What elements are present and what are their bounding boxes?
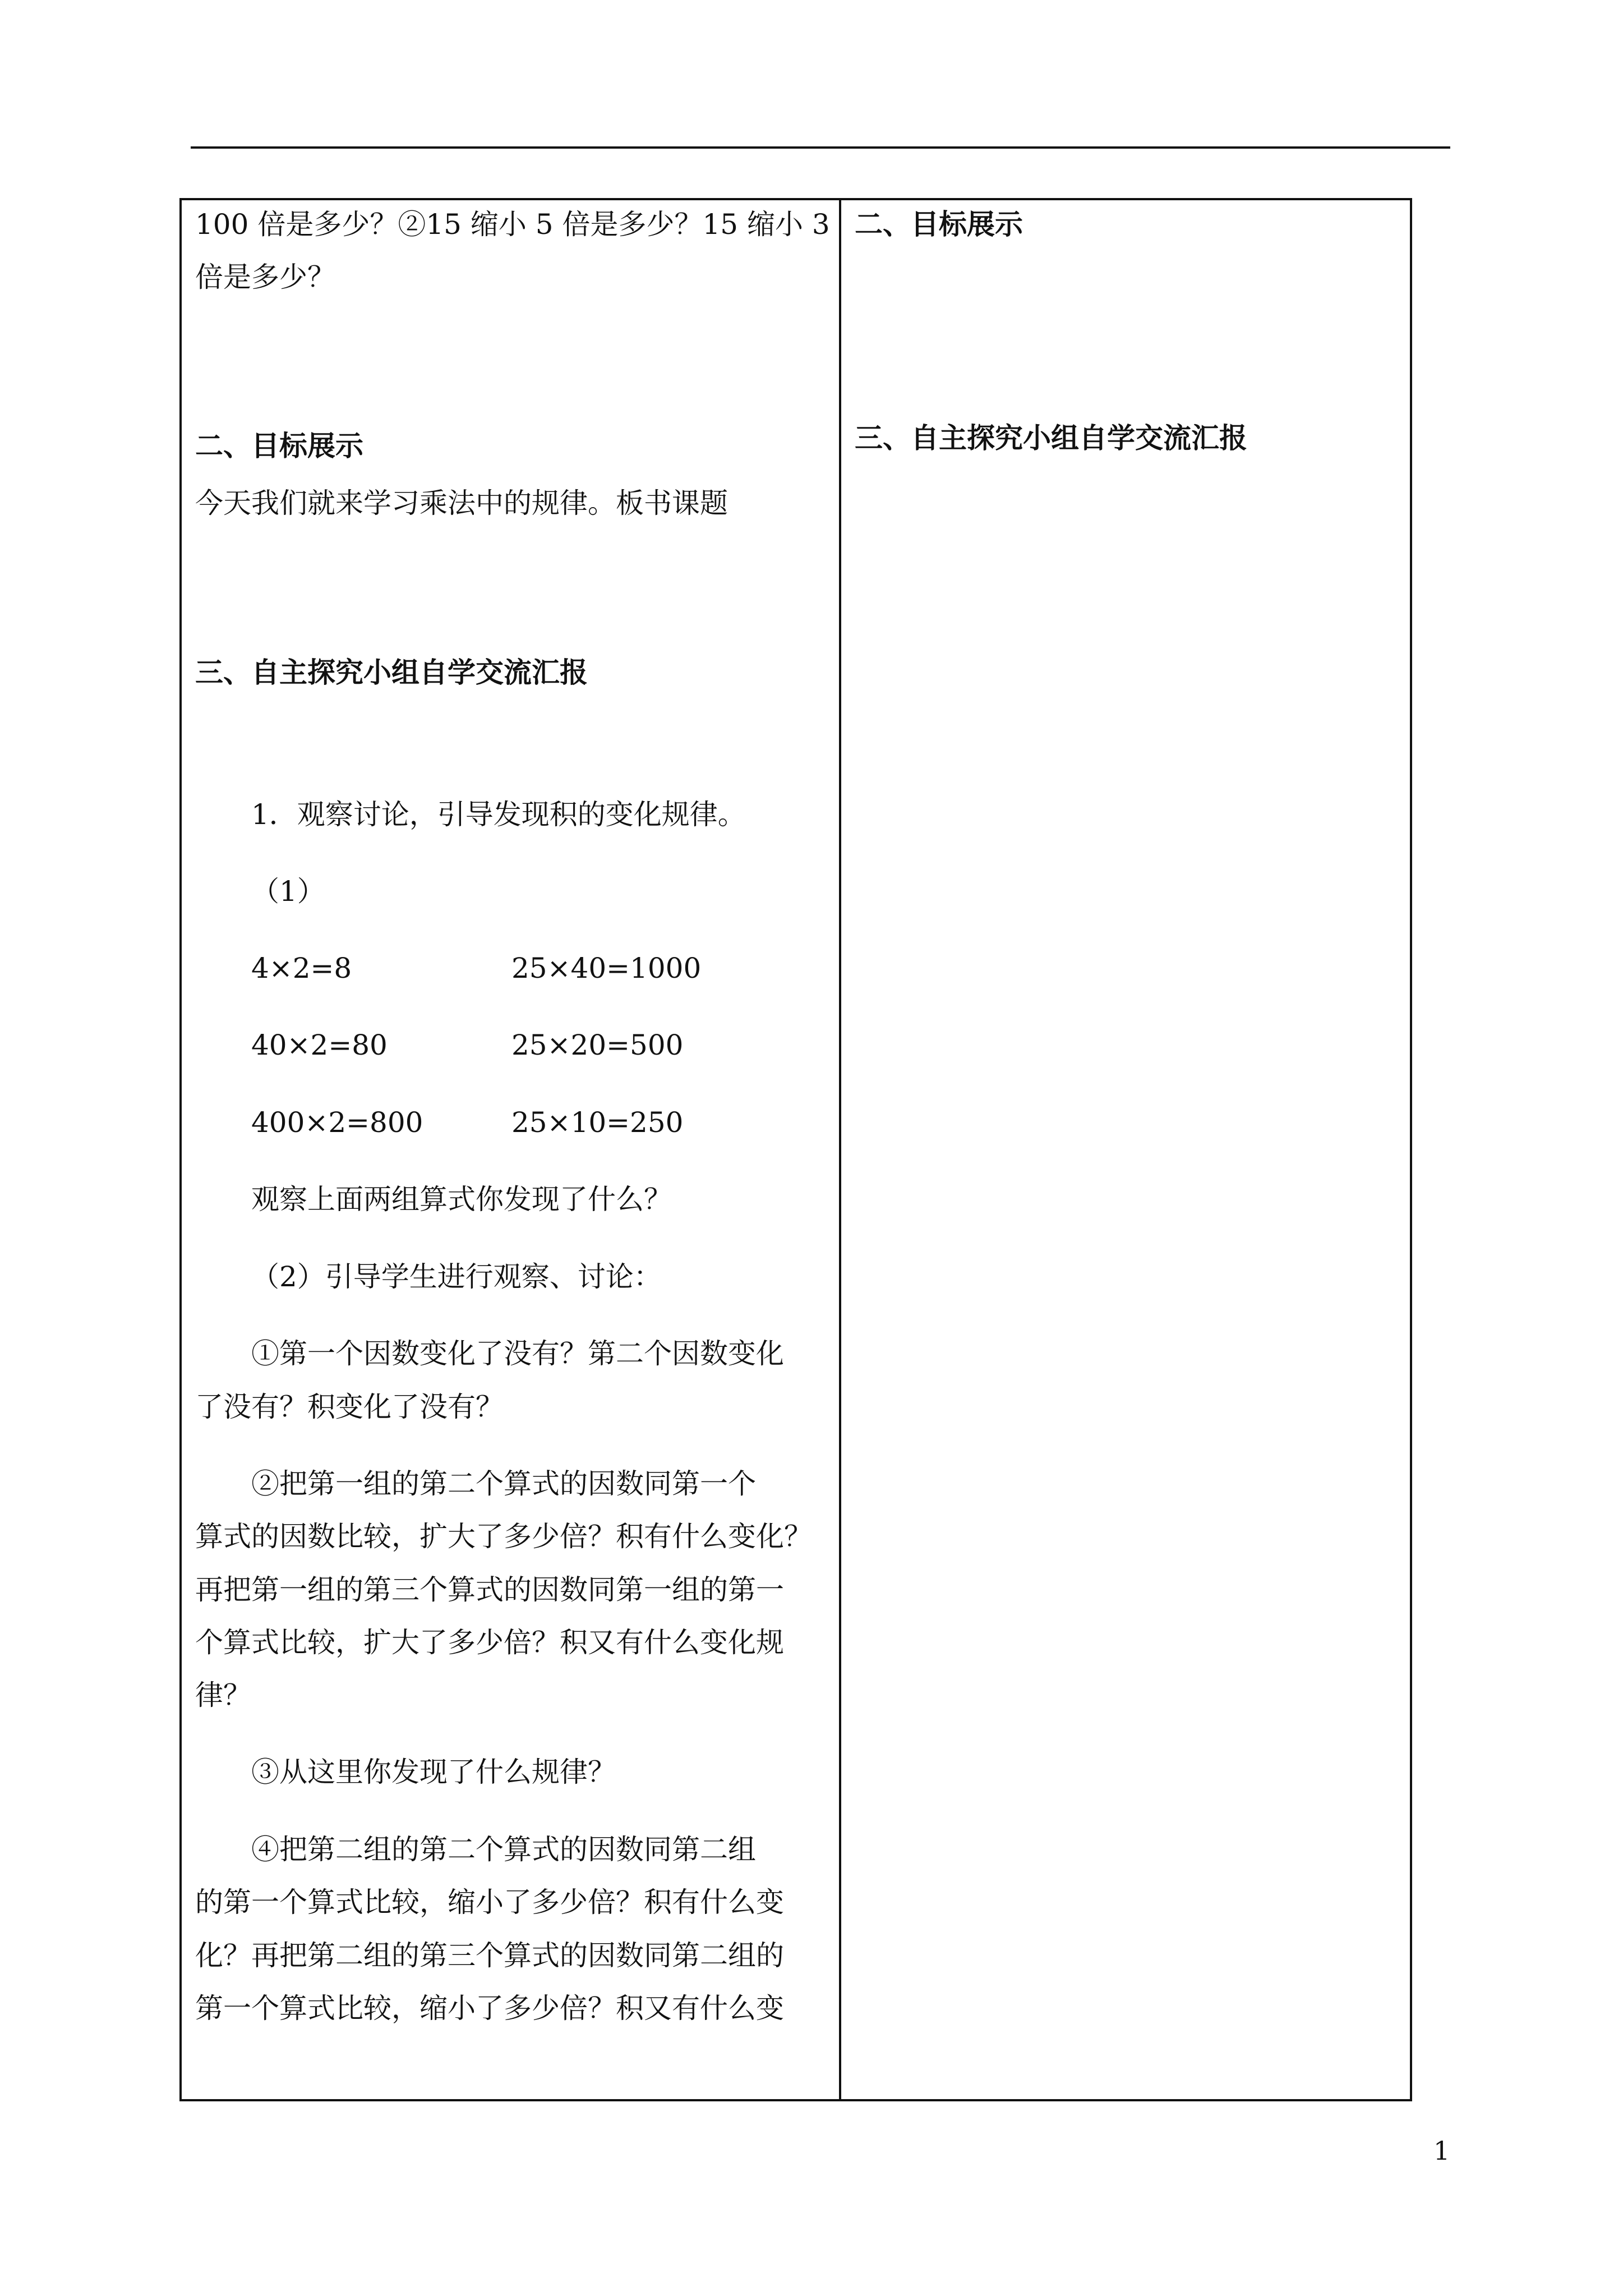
question-line: 个算式比较，扩大了多少倍？积又有什么变化规 <box>195 1626 784 1659</box>
question-line: ④把第二组的第二个算式的因数同第二组 <box>251 1833 756 1866</box>
question-line: 再把第一组的第三个算式的因数同第一组的第一 <box>195 1573 784 1606</box>
question-line: ①第一个因数变化了没有？第二个因数变化 <box>251 1337 784 1370</box>
question-line: 律？ <box>195 1679 251 1711</box>
question-line: ②把第一组的第二个算式的因数同第一个 <box>251 1467 756 1500</box>
question-line: 了没有？积变化了没有？ <box>195 1391 504 1423</box>
column-divider <box>839 198 841 2101</box>
equation: 400×2=800 <box>251 1106 423 1139</box>
equation: 40×2=80 <box>251 1029 388 1061</box>
page-number: 1 <box>1433 2136 1450 2166</box>
text-line: 100 倍是多少？②15 缩小 5 倍是多少？15 缩小 3 <box>195 208 830 241</box>
question-line: 化？再把第二组的第三个算式的因数同第二组的 <box>195 1939 784 1972</box>
equation: 4×2=8 <box>251 952 352 984</box>
section-heading-goals: 二、目标展示 <box>195 429 363 462</box>
item-1: 1．观察讨论，引导发现积的变化规律。 <box>251 798 746 831</box>
question-line: 的第一个算式比较，缩小了多少倍？积有什么变 <box>195 1886 784 1918</box>
question-line: 算式的因数比较，扩大了多少倍？积有什么变化？ <box>195 1520 812 1553</box>
question: 观察上面两组算式你发现了什么？ <box>251 1183 672 1216</box>
equation: 25×20=500 <box>511 1029 684 1061</box>
section-heading-explore: 三、自主探究小组自学交流汇报 <box>855 421 1247 454</box>
subitem-2: （2）引导学生进行观察、讨论： <box>251 1260 662 1293</box>
question-line: ③从这里你发现了什么规律？ <box>251 1756 616 1788</box>
question-line: 第一个算式比较，缩小了多少倍？积又有什么变 <box>195 1992 784 2024</box>
text-line: 倍是多少？ <box>195 261 335 293</box>
section-heading-goals: 二、目标展示 <box>855 208 1023 241</box>
section-heading-explore: 三、自主探究小组自学交流汇报 <box>195 656 588 689</box>
equation: 25×10=250 <box>511 1106 684 1139</box>
text-line: 今天我们就来学习乘法中的规律。板书课题 <box>195 487 728 519</box>
equation: 25×40=1000 <box>511 952 702 984</box>
header-rule <box>191 146 1450 149</box>
subitem-1: （1） <box>251 875 325 908</box>
